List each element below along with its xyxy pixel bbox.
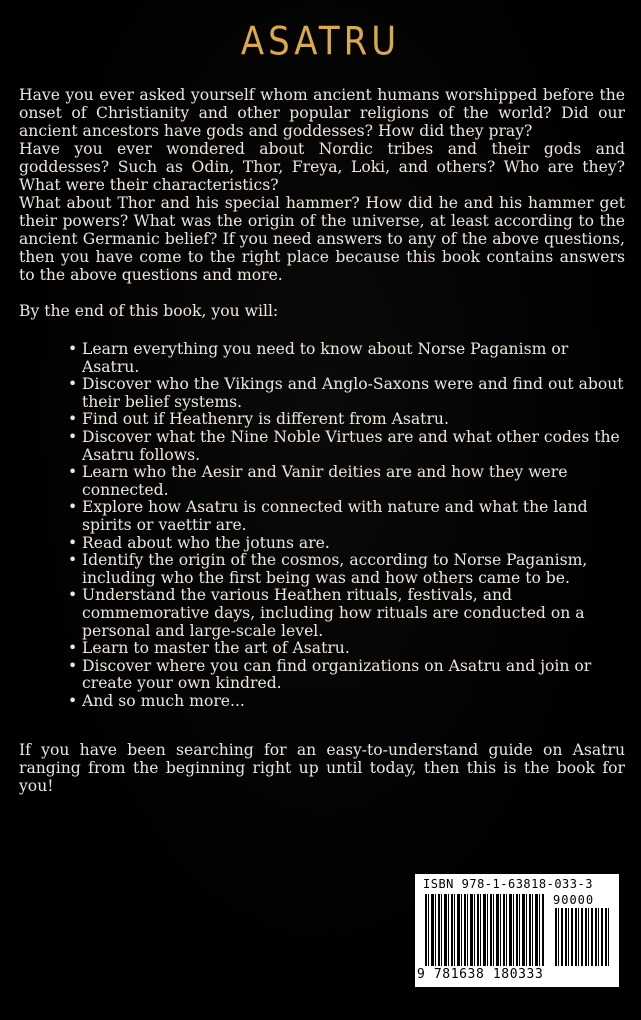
cover-title: ASATRU [240, 19, 401, 65]
intro-paragraph: Have you ever wondered about Nordic tribes and their gods and goddesses? Such as Odin, Thor, Freya, Loki, and others? Who are they? What were their characteristics? [19, 140, 625, 194]
isbn-barcode [415, 874, 619, 987]
list-item: • And so much more... [68, 693, 628, 711]
list-item: • Learn to master the art of Asatru. [68, 640, 628, 658]
list-item: • Discover where you can find organizations on Asatru and join or create your own kindred. [68, 658, 628, 693]
list-item: • Find out if Heathenry is different from Asatru. [68, 411, 628, 429]
list-item: • Understand the various Heathen rituals, festivals, and commemorative days, including how rituals are conducted on a personal and large-scale level. [68, 587, 628, 640]
price-code: 90000 [553, 893, 595, 907]
intro-paragraph: What about Thor and his special hammer? How did he and his hammer get their powers? What was the origin of the universe, at least according to the ancient Germanic belief? If you need answers to any of the above questions, then you have come to the right place because this book contains answers to the above questions and more. [19, 194, 625, 284]
ean-digits: 9 781638 180333 [417, 967, 544, 982]
list-item: • Discover what the Nine Noble Virtues are and what other codes the Asatru follows. [68, 429, 628, 464]
ean-barcode-bars [425, 894, 545, 966]
price-barcode-bars [555, 908, 611, 966]
list-item: • Learn everything you need to know about Norse Paganism or Asatru. [68, 341, 628, 376]
list-item: • Read about who the jotuns are. [68, 535, 628, 553]
isbn-number: ISBN 978-1-63818-033-3 [423, 877, 593, 891]
intro-section [19, 86, 625, 284]
list-item: • Learn who the Aesir and Vanir deities are and how they were connected. [68, 464, 628, 499]
intro-paragraph: Have you ever asked yourself whom ancient humans worshipped before the onset of Christianity and other popular religions of the world? Did our ancient ancestors have gods and goddesses? How did they pray? [19, 86, 625, 140]
benefit-list [68, 341, 628, 710]
list-item: • Identify the origin of the cosmos, according to Norse Paganism, including who the first being was and how others came to be. [68, 552, 628, 587]
list-item: • Explore how Asatru is connected with nature and what the land spirits or vaettir are. [68, 499, 628, 534]
list-item: • Discover who the Vikings and Anglo-Saxons were and find out about their belief systems. [68, 376, 628, 411]
closing-paragraph: If you have been searching for an easy-to-understand guide on Asatru ranging from the beginning right up until today, then this is the book for you! [19, 741, 625, 795]
lead-line: By the end of this book, you will: [19, 302, 279, 320]
